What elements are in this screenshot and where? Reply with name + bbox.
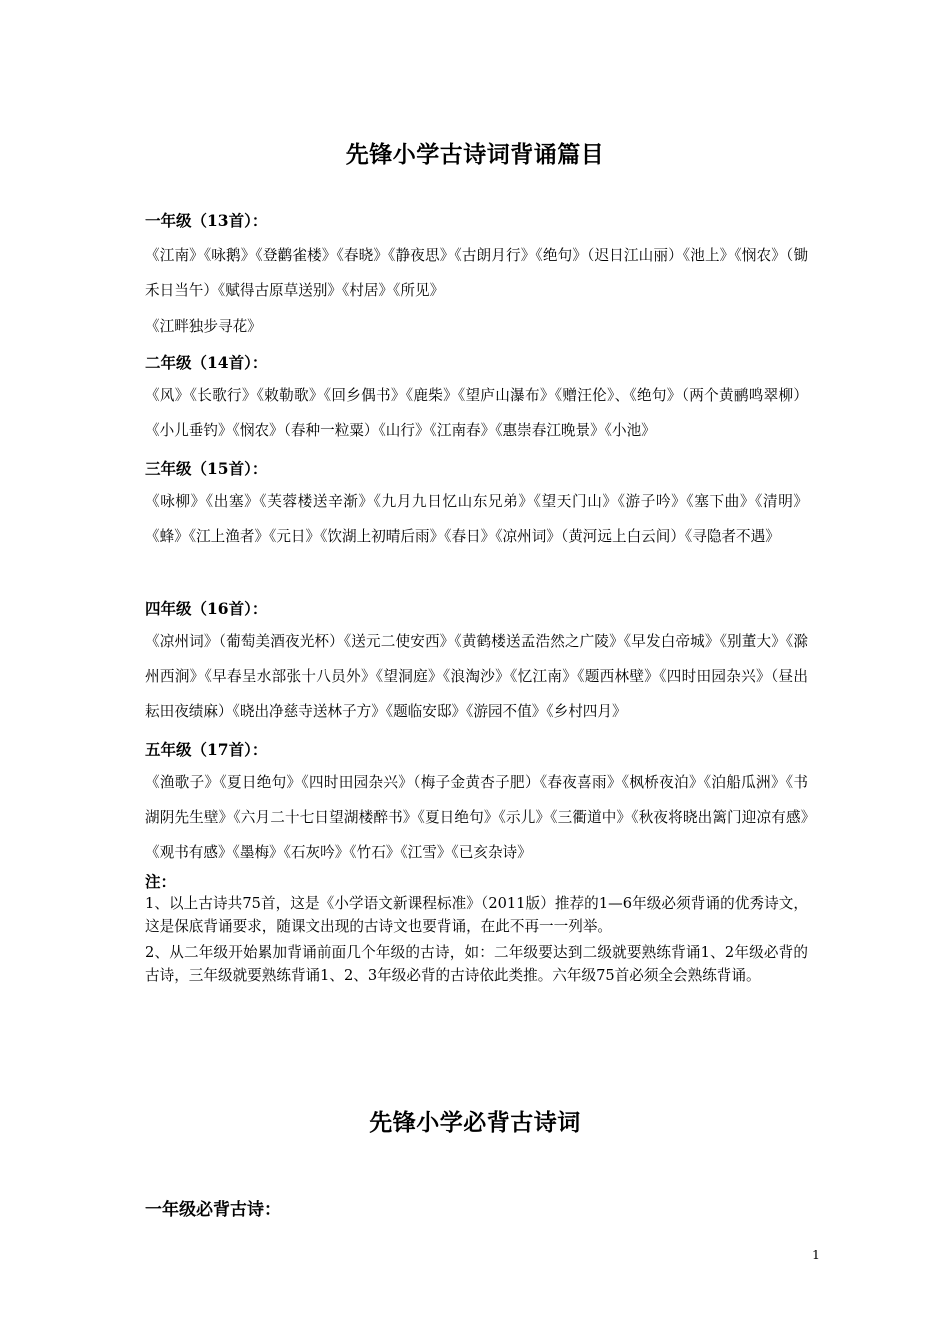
grade-4-poem-list: 《凉州词》（葡萄美酒夜光杯）《送元二使安西》《黄鹤楼送孟浩然之广陵》《早发白帝城》《别董大》《滁州西涧》《早春呈水部张十八员外》《望洞庭》《浪淘沙》《忆江南》《题西林壁》《四时田园杂兴》（昼出耘田夜绩麻）《晓出净慈寺送林子方》《题临安邸》《游园不值》《乡村四月》: [145, 633, 808, 720]
grade-2-poem-list: 《风》《长歌行》《敕勒歌》《回乡偶书》《鹿柴》《望庐山瀑布》《赠汪伦》、《绝句》（两个黄鹂鸣翠柳）《小儿垂钓》《悯农》（春种一粒粟）《山行》《江南春》《惠崇春江晚景》《小池》: [145, 387, 808, 439]
grade-5-heading: 五年级（17首）：: [145, 740, 268, 759]
notes-label: 注：: [145, 872, 177, 891]
grade-1-required-heading: 一年级必背古诗：: [145, 1200, 281, 1220]
grade-1-poem-list: 《江南》《咏鹅》《登鹳雀楼》《春晓》《静夜思》《古朗月行》《绝句》（迟日江山丽）《池上》《悯农》（锄禾日当午）《赋得古原草送别》《村居》《所见》: [145, 247, 808, 299]
note-2: 2、从二年级开始累加背诵前面几个年级的古诗，如：二年级要达到二级就要熟练背诵1、2年级必背的古诗，三年级就要熟练背诵1、2、3年级必背的古诗依此类推。六年级75首必须全会熟练背诵。: [145, 944, 808, 984]
grade-5-poem-list: 《渔歌子》《夏日绝句》《四时田园杂兴》（梅子金黄杏子肥）《春夜喜雨》《枫桥夜泊》《泊船瓜洲》《书湖阴先生壁》《六月二十七日望湖楼醉书》《夏日绝句》《示儿》《三衢道中》《秋夜将晓出篱门迎凉有感》《观书有感》《墨梅》《石灰吟》《竹石》《江雪》《已亥杂诗》: [145, 774, 808, 861]
grade-2-heading: 二年级（14首）：: [145, 353, 268, 372]
document-title: 先锋小学古诗词背诵篇目: [345, 141, 605, 168]
page-number: 1: [812, 1247, 820, 1262]
grade-4-heading: 四年级（16首）：: [145, 599, 268, 618]
grade-3-heading: 三年级（15首）：: [145, 459, 268, 478]
grade-1-poem-list-extra: 《江畔独步寻花》: [145, 318, 262, 335]
grade-3-poem-list: 《咏柳》《出塞》《芙蓉楼送辛渐》《九月九日忆山东兄弟》《望天门山》《游子吟》《塞下曲》《清明》《蜂》《江上渔者》《元日》《饮湖上初晴后雨》《春日》《凉州词》（黄河远上白云间）《寻隐者不遇》: [145, 493, 808, 545]
second-title: 先锋小学必背古诗词: [369, 1109, 581, 1136]
note-1: 1、以上古诗共75首，这是《小学语文新课程标准》（2011版）推荐的1—6年级必须背诵的优秀诗文，这是保底背诵要求，随课文出现的古诗文也要背诵，在此不再一一列举。: [145, 895, 808, 935]
grade-1-heading: 一年级（13首）：: [145, 211, 268, 230]
